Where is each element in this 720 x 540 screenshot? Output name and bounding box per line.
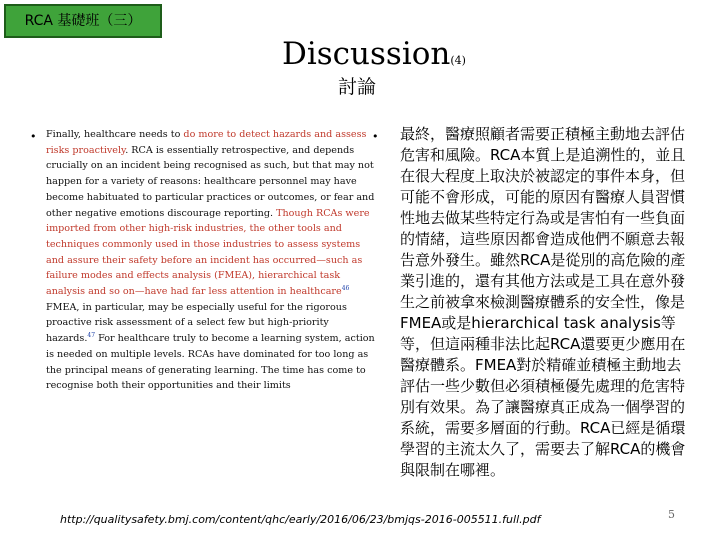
source-url[interactable]: http://qualitysafety.bmj.com/content/qhc/early/2016/06/23/bmjqs-2016-005511.full.pdf: [60, 513, 541, 526]
slide-title-text: Discussion: [282, 36, 451, 72]
english-text-3: FMEA, in particular, may be especially useful for the rigorous proactive risk assessment of a select few but high-priority hazards.: [46, 301, 347, 345]
reference-link-46[interactable]: 46: [341, 284, 350, 292]
reference-link-47[interactable]: 47: [87, 331, 96, 339]
section-tag-label: RCA 基礎班（三）: [24, 13, 142, 29]
middle-bullet: •: [372, 130, 379, 143]
slide-subtitle: 討論: [338, 76, 377, 98]
chinese-paragraph: 最終，醫療照顧者需要正積極主動地去評估危害和風險。RCA本質上是追溯性的，並且在很大程度上取決於被認定的事件本身，但可能不會形成，可能的原因有醫療人員習慣性地去做某些特定行為或是害怕有一些負面的情緒，這些原因都會造成他們不願意去報告意外發生。雖然RCA是從別的高危險的產業引進的，還有其他方法或是工具在意外發生之前被拿來檢測醫療體系的安全性，像是FMEA或是hierarchical task analysis等等，但這兩種非法比起RCA還要更少應用在醫療體系。FMEA對於精確並積極主動地去評估一些少數但必須積極優先處理的危害特別有效果。為了讓醫療真正成為一個學習的系統，需要多層面的行動。RCA已經是循環學習的主流太久了，需要去了解RCA的機會與限制在哪裡。: [400, 125, 686, 479]
english-highlight-1: do more to detect hazards and assess: [183, 129, 367, 140]
slide-title-number: (4): [450, 54, 466, 67]
english-highlight-2: risks proactively: [46, 144, 126, 156]
section-tag: [4, 4, 162, 38]
english-text-4: For healthcare truly to become a learning system, action is needed on multiple levels. RCAs have dominated for too long as the principal means of generating learning. The time has come to recognise both their opportunities and their limits: [46, 333, 375, 392]
english-highlight-3: Though RCAs were imported from other high-risk industries, the other tools and techniques commonly used in those industries to assess systems and assure their safety before an incident has occurred—such as failure modes and effects analysis (FMEA), hierarchical task analysis and so on—have had far less attention in healthcare: [46, 207, 370, 298]
english-paragraph: [46, 127, 376, 394]
english-text-2: . RCA is essentially retrospective, and depends crucially on an incident being recognised as such, but that may not happen for a variety of reasons: healthcare personnel may have become habituated to particular practices or outcomes, or fear and other negative emotions discourage reporting.: [46, 144, 375, 219]
left-bullet: •: [30, 130, 37, 143]
english-text-1: Finally, healthcare needs to: [46, 129, 184, 140]
page-number: 5: [668, 508, 675, 521]
